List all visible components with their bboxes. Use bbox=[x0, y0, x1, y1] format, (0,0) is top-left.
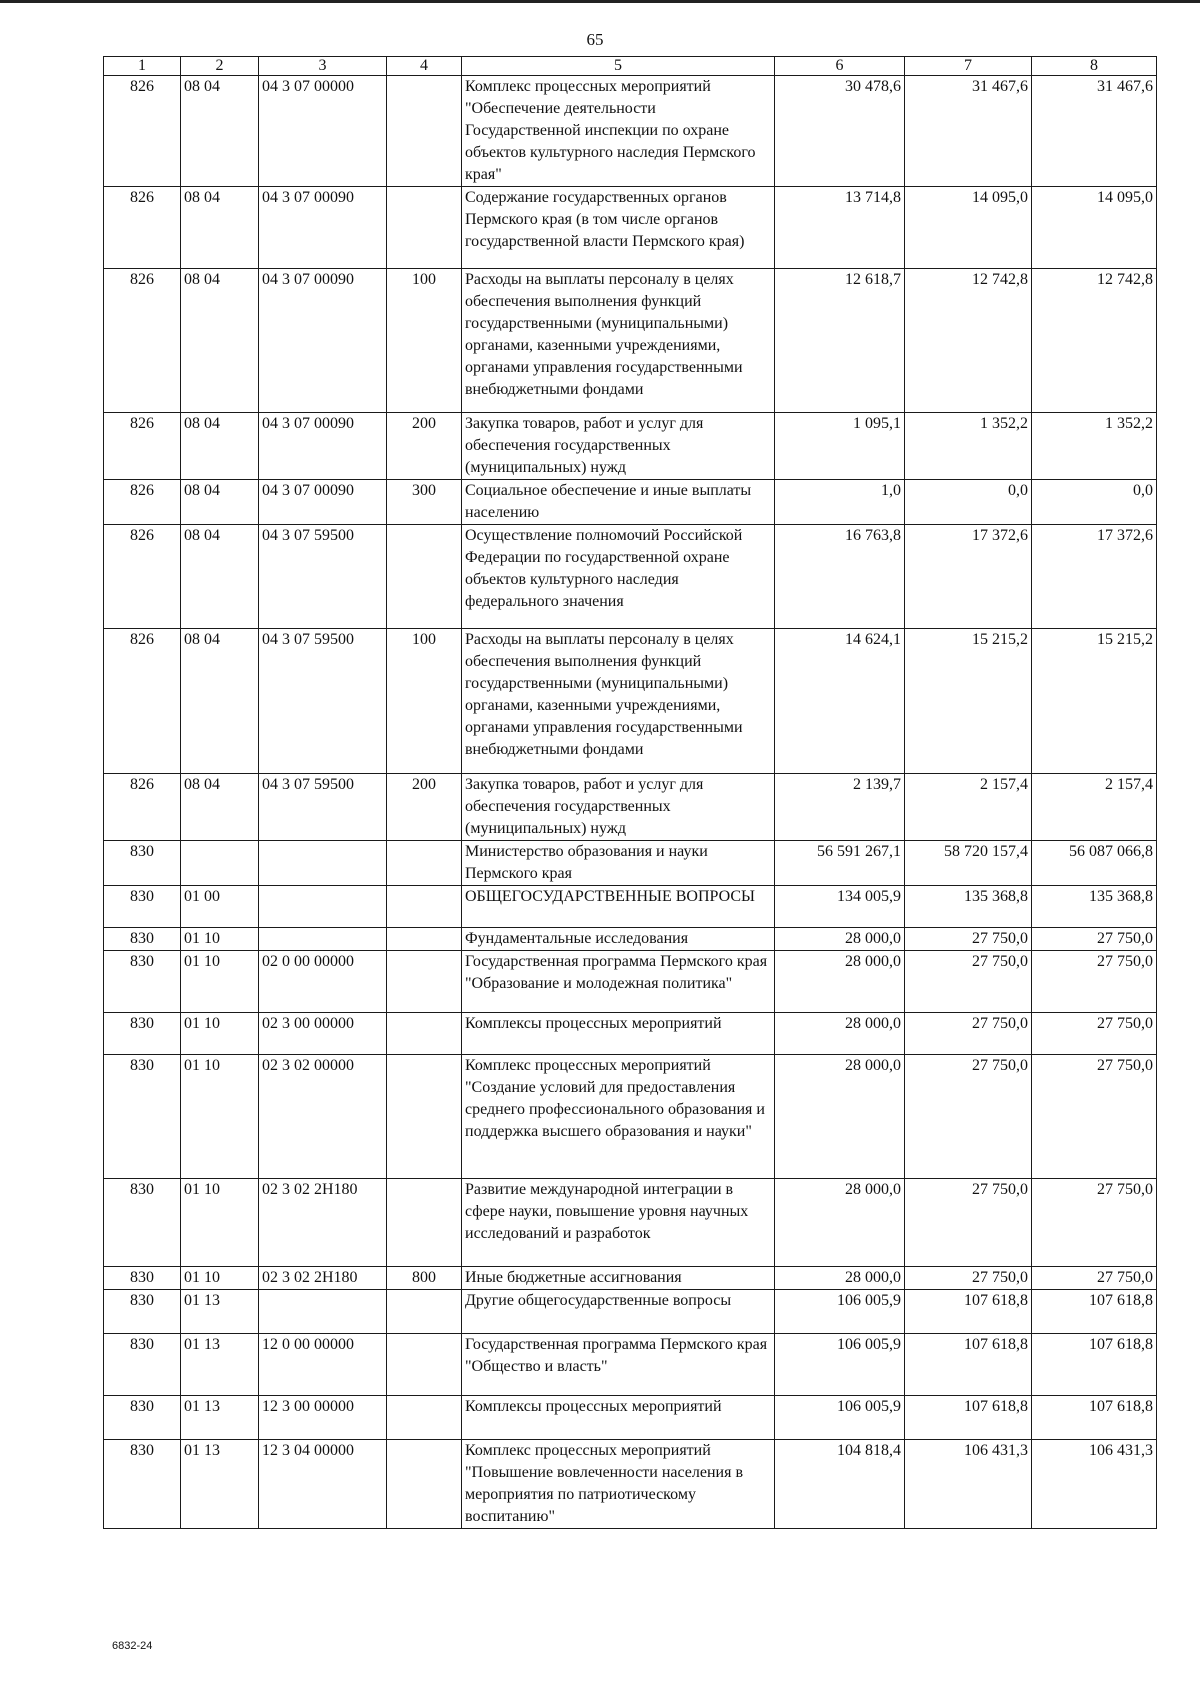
section-code: 08 04 bbox=[181, 413, 259, 480]
amount-col-8: 106 431,3 bbox=[1032, 1440, 1157, 1529]
amount-col-8: 2 157,4 bbox=[1032, 774, 1157, 841]
expense-type-code: 100 bbox=[387, 629, 462, 774]
admin-code: 826 bbox=[104, 525, 181, 629]
table-row bbox=[104, 1013, 1157, 1055]
amount-col-6: 28 000,0 bbox=[775, 1267, 905, 1290]
section-code: 01 13 bbox=[181, 1290, 259, 1334]
target-article-code bbox=[259, 886, 387, 928]
amount-col-6: 12 618,7 bbox=[775, 269, 905, 413]
admin-code: 830 bbox=[104, 1396, 181, 1440]
amount-col-7: 27 750,0 bbox=[905, 1055, 1032, 1179]
amount-col-6: 30 478,6 bbox=[775, 76, 905, 187]
admin-code: 830 bbox=[104, 1290, 181, 1334]
amount-col-6: 56 591 267,1 bbox=[775, 841, 905, 886]
amount-col-7: 107 618,8 bbox=[905, 1396, 1032, 1440]
target-article-code: 04 3 07 00090 bbox=[259, 480, 387, 525]
amount-col-7: 107 618,8 bbox=[905, 1334, 1032, 1396]
amount-col-8: 1 352,2 bbox=[1032, 413, 1157, 480]
amount-col-6: 28 000,0 bbox=[775, 1055, 905, 1179]
amount-col-8: 27 750,0 bbox=[1032, 1013, 1157, 1055]
amount-col-8: 31 467,6 bbox=[1032, 76, 1157, 187]
item-name: Осуществление полномочий Российской Федерации по государственной охране объектов культурного наследия федерального значения bbox=[462, 525, 775, 629]
amount-col-6: 16 763,8 bbox=[775, 525, 905, 629]
item-name: Другие общегосударственные вопросы bbox=[462, 1290, 775, 1334]
item-name: Закупка товаров, работ и услуг для обеспечения государственных (муниципальных) нужд bbox=[462, 774, 775, 841]
amount-col-8: 17 372,6 bbox=[1032, 525, 1157, 629]
table-row bbox=[104, 1334, 1157, 1396]
target-article-code: 02 3 02 2Н180 bbox=[259, 1179, 387, 1267]
item-name: Комплексы процессных мероприятий bbox=[462, 1396, 775, 1440]
amount-col-6: 1,0 bbox=[775, 480, 905, 525]
table-row bbox=[104, 1055, 1157, 1179]
table-row bbox=[104, 774, 1157, 841]
amount-col-7: 27 750,0 bbox=[905, 1179, 1032, 1267]
amount-col-7: 2 157,4 bbox=[905, 774, 1032, 841]
table-row bbox=[104, 886, 1157, 928]
admin-code: 826 bbox=[104, 413, 181, 480]
section-code: 01 10 bbox=[181, 1267, 259, 1290]
item-name: Содержание государственных органов Пермского края (в том числе органов государственной власти Пермского края) bbox=[462, 187, 775, 269]
amount-col-8: 0,0 bbox=[1032, 480, 1157, 525]
amount-col-7: 106 431,3 bbox=[905, 1440, 1032, 1529]
amount-col-8: 107 618,8 bbox=[1032, 1396, 1157, 1440]
item-name: Социальное обеспечение и иные выплаты населению bbox=[462, 480, 775, 525]
target-article-code: 12 3 04 00000 bbox=[259, 1440, 387, 1529]
expense-type-code: 800 bbox=[387, 1267, 462, 1290]
amount-col-7: 15 215,2 bbox=[905, 629, 1032, 774]
expense-type-code bbox=[387, 76, 462, 187]
amount-col-8: 107 618,8 bbox=[1032, 1290, 1157, 1334]
item-name: Комплекс процессных мероприятий "Создание условий для предоставления среднего профессионального образования и поддержка высшего образования и науки" bbox=[462, 1055, 775, 1179]
table-row bbox=[104, 841, 1157, 886]
section-code: 08 04 bbox=[181, 76, 259, 187]
admin-code: 826 bbox=[104, 187, 181, 269]
target-article-code bbox=[259, 1290, 387, 1334]
section-code: 08 04 bbox=[181, 480, 259, 525]
table-row bbox=[104, 1179, 1157, 1267]
amount-col-7: 27 750,0 bbox=[905, 951, 1032, 1013]
amount-col-8: 27 750,0 bbox=[1032, 1267, 1157, 1290]
amount-col-7: 14 095,0 bbox=[905, 187, 1032, 269]
item-name: Комплексы процессных мероприятий bbox=[462, 1013, 775, 1055]
admin-code: 830 bbox=[104, 886, 181, 928]
table-body bbox=[104, 76, 1157, 1529]
expense-type-code: 200 bbox=[387, 413, 462, 480]
amount-col-7: 17 372,6 bbox=[905, 525, 1032, 629]
item-name: Министерство образования и науки Пермского края bbox=[462, 841, 775, 886]
amount-col-8: 56 087 066,8 bbox=[1032, 841, 1157, 886]
amount-col-6: 28 000,0 bbox=[775, 1179, 905, 1267]
table-row bbox=[104, 629, 1157, 774]
amount-col-7: 1 352,2 bbox=[905, 413, 1032, 480]
section-code: 01 10 bbox=[181, 928, 259, 951]
section-code: 01 10 bbox=[181, 1055, 259, 1179]
expense-type-code bbox=[387, 1055, 462, 1179]
col-header-1: 1 bbox=[104, 57, 181, 76]
amount-col-7: 27 750,0 bbox=[905, 1267, 1032, 1290]
amount-col-7: 107 618,8 bbox=[905, 1290, 1032, 1334]
section-code: 01 10 bbox=[181, 1013, 259, 1055]
item-name: Государственная программа Пермского края "Общество и власть" bbox=[462, 1334, 775, 1396]
header-row bbox=[104, 57, 1157, 76]
admin-code: 830 bbox=[104, 1013, 181, 1055]
amount-col-8: 27 750,0 bbox=[1032, 1179, 1157, 1267]
expense-type-code bbox=[387, 1013, 462, 1055]
item-name: Закупка товаров, работ и услуг для обеспечения государственных (муниципальных) нужд bbox=[462, 413, 775, 480]
amount-col-6: 28 000,0 bbox=[775, 1013, 905, 1055]
item-name: Комплекс процессных мероприятий "Обеспечение деятельности Государственной инспекции по охране объектов культурного наследия Пермского края" bbox=[462, 76, 775, 187]
amount-col-6: 28 000,0 bbox=[775, 928, 905, 951]
section-code: 08 04 bbox=[181, 525, 259, 629]
amount-col-7: 135 368,8 bbox=[905, 886, 1032, 928]
table-header bbox=[104, 57, 1157, 76]
table-row bbox=[104, 1267, 1157, 1290]
amount-col-6: 106 005,9 bbox=[775, 1396, 905, 1440]
amount-col-8: 15 215,2 bbox=[1032, 629, 1157, 774]
table-row bbox=[104, 76, 1157, 187]
amount-col-7: 31 467,6 bbox=[905, 76, 1032, 187]
target-article-code: 02 3 02 00000 bbox=[259, 1055, 387, 1179]
section-code: 01 10 bbox=[181, 1179, 259, 1267]
amount-col-8: 27 750,0 bbox=[1032, 928, 1157, 951]
section-code: 08 04 bbox=[181, 774, 259, 841]
amount-col-6: 14 624,1 bbox=[775, 629, 905, 774]
admin-code: 830 bbox=[104, 1055, 181, 1179]
col-header-5: 5 bbox=[462, 57, 775, 76]
page-number: 65 bbox=[586, 30, 604, 49]
target-article-code: 04 3 07 59500 bbox=[259, 629, 387, 774]
table-row bbox=[104, 951, 1157, 1013]
item-name: Расходы на выплаты персоналу в целях обеспечения выполнения функций государственными (муниципальными) органами, казенными учреждениями, органами управления государственными внебюджетными фондами bbox=[462, 269, 775, 413]
target-article-code: 12 3 00 00000 bbox=[259, 1396, 387, 1440]
table-row bbox=[104, 413, 1157, 480]
col-header-2: 2 bbox=[181, 57, 259, 76]
target-article-code: 04 3 07 59500 bbox=[259, 774, 387, 841]
table-row bbox=[104, 1290, 1157, 1334]
item-name: Комплекс процессных мероприятий "Повышение вовлеченности населения в мероприятия по патриотическому воспитанию" bbox=[462, 1440, 775, 1529]
section-code: 01 13 bbox=[181, 1334, 259, 1396]
expense-type-code bbox=[387, 1290, 462, 1334]
expense-type-code: 300 bbox=[387, 480, 462, 525]
amount-col-7: 27 750,0 bbox=[905, 1013, 1032, 1055]
section-code: 08 04 bbox=[181, 629, 259, 774]
section-code: 08 04 bbox=[181, 269, 259, 413]
item-name: Развитие международной интеграции в сфере науки, повышение уровня научных исследований и разработок bbox=[462, 1179, 775, 1267]
amount-col-6: 2 139,7 bbox=[775, 774, 905, 841]
expense-type-code bbox=[387, 525, 462, 629]
col-header-3: 3 bbox=[259, 57, 387, 76]
table-row bbox=[104, 525, 1157, 629]
admin-code: 830 bbox=[104, 1179, 181, 1267]
amount-col-7: 58 720 157,4 bbox=[905, 841, 1032, 886]
target-article-code: 04 3 07 59500 bbox=[259, 525, 387, 629]
amount-col-6: 28 000,0 bbox=[775, 951, 905, 1013]
expense-type-code bbox=[387, 1334, 462, 1396]
admin-code: 830 bbox=[104, 928, 181, 951]
table-row bbox=[104, 1440, 1157, 1529]
target-article-code: 04 3 07 00090 bbox=[259, 187, 387, 269]
table-row bbox=[104, 269, 1157, 413]
top-border-line bbox=[0, 0, 1200, 3]
target-article-code: 02 0 00 00000 bbox=[259, 951, 387, 1013]
amount-col-8: 107 618,8 bbox=[1032, 1334, 1157, 1396]
amount-col-6: 106 005,9 bbox=[775, 1290, 905, 1334]
target-article-code: 04 3 07 00000 bbox=[259, 76, 387, 187]
expense-type-code bbox=[387, 1440, 462, 1529]
section-code: 01 00 bbox=[181, 886, 259, 928]
section-code bbox=[181, 841, 259, 886]
target-article-code bbox=[259, 928, 387, 951]
expense-type-code bbox=[387, 841, 462, 886]
table-row bbox=[104, 480, 1157, 525]
section-code: 01 13 bbox=[181, 1396, 259, 1440]
admin-code: 830 bbox=[104, 1267, 181, 1290]
admin-code: 826 bbox=[104, 269, 181, 413]
document-code: 6832-24 bbox=[112, 1640, 153, 1652]
col-header-4: 4 bbox=[387, 57, 462, 76]
budget-table bbox=[103, 56, 1157, 1529]
target-article-code: 04 3 07 00090 bbox=[259, 413, 387, 480]
amount-col-8: 14 095,0 bbox=[1032, 187, 1157, 269]
col-header-6: 6 bbox=[775, 57, 905, 76]
amount-col-7: 27 750,0 bbox=[905, 928, 1032, 951]
admin-code: 830 bbox=[104, 951, 181, 1013]
amount-col-7: 0,0 bbox=[905, 480, 1032, 525]
table-row bbox=[104, 187, 1157, 269]
col-header-7: 7 bbox=[905, 57, 1032, 76]
amount-col-6: 13 714,8 bbox=[775, 187, 905, 269]
expense-type-code bbox=[387, 1179, 462, 1267]
target-article-code: 04 3 07 00090 bbox=[259, 269, 387, 413]
expense-type-code bbox=[387, 951, 462, 1013]
target-article-code: 12 0 00 00000 bbox=[259, 1334, 387, 1396]
admin-code: 830 bbox=[104, 1334, 181, 1396]
amount-col-8: 135 368,8 bbox=[1032, 886, 1157, 928]
expense-type-code bbox=[387, 1396, 462, 1440]
item-name: Государственная программа Пермского края "Образование и молодежная политика" bbox=[462, 951, 775, 1013]
amount-col-6: 1 095,1 bbox=[775, 413, 905, 480]
amount-col-6: 106 005,9 bbox=[775, 1334, 905, 1396]
table-row bbox=[104, 1396, 1157, 1440]
col-header-8: 8 bbox=[1032, 57, 1157, 76]
amount-col-8: 27 750,0 bbox=[1032, 951, 1157, 1013]
item-name: ОБЩЕГОСУДАРСТВЕННЫЕ ВОПРОСЫ bbox=[462, 886, 775, 928]
expense-type-code bbox=[387, 187, 462, 269]
amount-col-8: 12 742,8 bbox=[1032, 269, 1157, 413]
admin-code: 826 bbox=[104, 76, 181, 187]
expense-type-code: 100 bbox=[387, 269, 462, 413]
amount-col-6: 104 818,4 bbox=[775, 1440, 905, 1529]
amount-col-6: 134 005,9 bbox=[775, 886, 905, 928]
table-row bbox=[104, 928, 1157, 951]
amount-col-8: 27 750,0 bbox=[1032, 1055, 1157, 1179]
admin-code: 826 bbox=[104, 774, 181, 841]
item-name: Иные бюджетные ассигнования bbox=[462, 1267, 775, 1290]
section-code: 01 13 bbox=[181, 1440, 259, 1529]
admin-code: 826 bbox=[104, 629, 181, 774]
target-article-code: 02 3 02 2Н180 bbox=[259, 1267, 387, 1290]
expense-type-code bbox=[387, 886, 462, 928]
admin-code: 826 bbox=[104, 480, 181, 525]
section-code: 01 10 bbox=[181, 951, 259, 1013]
item-name: Расходы на выплаты персоналу в целях обеспечения выполнения функций государственными (муниципальными) органами, казенными учреждениями, органами управления государственными внебюджетными фондами bbox=[462, 629, 775, 774]
admin-code: 830 bbox=[104, 1440, 181, 1529]
section-code: 08 04 bbox=[181, 187, 259, 269]
expense-type-code: 200 bbox=[387, 774, 462, 841]
expense-type-code bbox=[387, 928, 462, 951]
amount-col-7: 12 742,8 bbox=[905, 269, 1032, 413]
target-article-code: 02 3 00 00000 bbox=[259, 1013, 387, 1055]
target-article-code bbox=[259, 841, 387, 886]
item-name: Фундаментальные исследования bbox=[462, 928, 775, 951]
admin-code: 830 bbox=[104, 841, 181, 886]
